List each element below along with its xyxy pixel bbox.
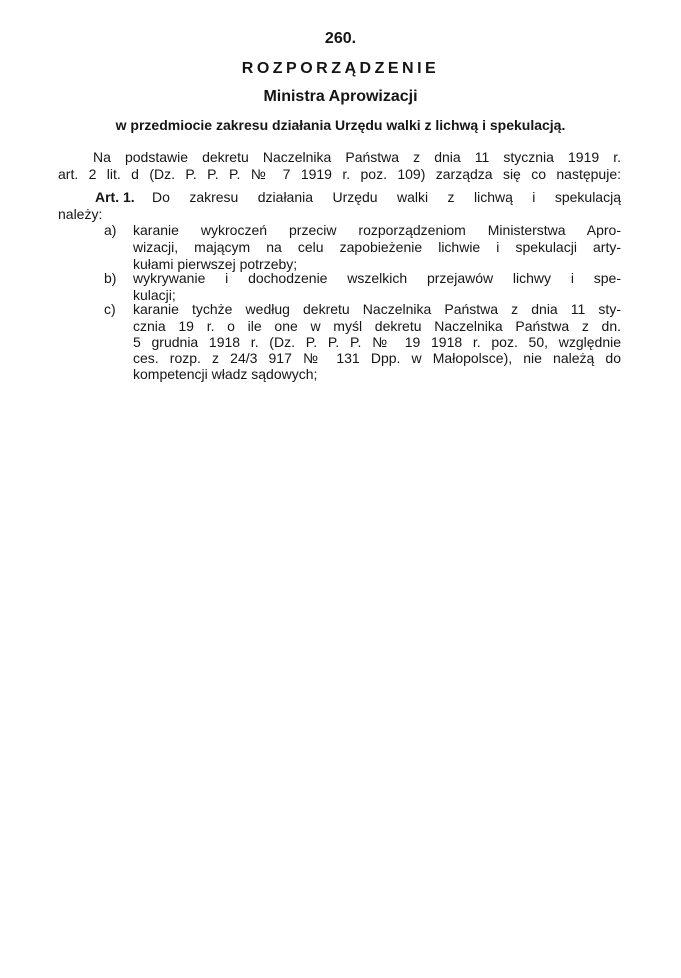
item-a-line-3: kułami pierwszej potrzeby;	[133, 256, 298, 272]
item-c-line-2: cznia 19 r. o ile one w myśl dekretu Naczelnika Państwa z dn.	[133, 318, 621, 334]
intro-line-2: art. 2 lit. d (Dz. P. P. P. № 7 1919 r. poz. 109) zarządza się co następuje:	[58, 166, 621, 182]
item-a-marker: a)	[104, 222, 117, 238]
item-c-line-4: ces. rozp. z 24/3 917 № 131 Dpp. w Małopolsce), nie należą do	[133, 350, 621, 366]
item-a-line-2: wizacji, mającym na celu zapobieżenie lichwie i spekulacji arty-	[133, 239, 621, 255]
item-c-line-5: kompetencji władz sądowych;	[133, 366, 318, 382]
item-c-line-1: karanie tychże według dekretu Naczelnika Państwa z dnia 11 sty-	[133, 301, 621, 317]
article-1-line-2: należy:	[58, 206, 103, 222]
page-number: 260.	[324, 30, 357, 47]
document-subject: w przedmiocie zakresu działania Urzędu walki z lichwą i spekulacją.	[115, 117, 566, 133]
item-c-marker: c)	[104, 301, 116, 317]
item-c-line-3: 5 grudnia 1918 r. (Dz. P. P. P. № 19 1918 r. poz. 50, względnie	[133, 334, 621, 350]
item-b-marker: b)	[104, 270, 117, 286]
intro-line-1	[93, 149, 621, 165]
document-title: ROZPORZĄDZENIE	[241, 60, 440, 77]
item-b-line-2: kulacji;	[133, 287, 176, 303]
article-1-label	[95, 189, 135, 205]
article-1-line-1: Do zakresu działania Urzędu walki z lichwą i spekulacją	[152, 189, 621, 205]
article-label: Art. 1.	[95, 189, 135, 205]
intro-line-1-text: Na podstawie dekretu Naczelnika Państwa z dnia 11 stycznia 1919 r.	[93, 149, 621, 165]
item-a-line-1: karanie wykroczeń przeciw rozporządzeniom Ministerstwa Apro-	[133, 222, 621, 238]
item-b-line-1: wykrywanie i dochodzenie wszelkich przejawów lichwy i spe-	[133, 270, 621, 286]
document-subtitle: Ministra Aprowizacji	[263, 88, 418, 105]
